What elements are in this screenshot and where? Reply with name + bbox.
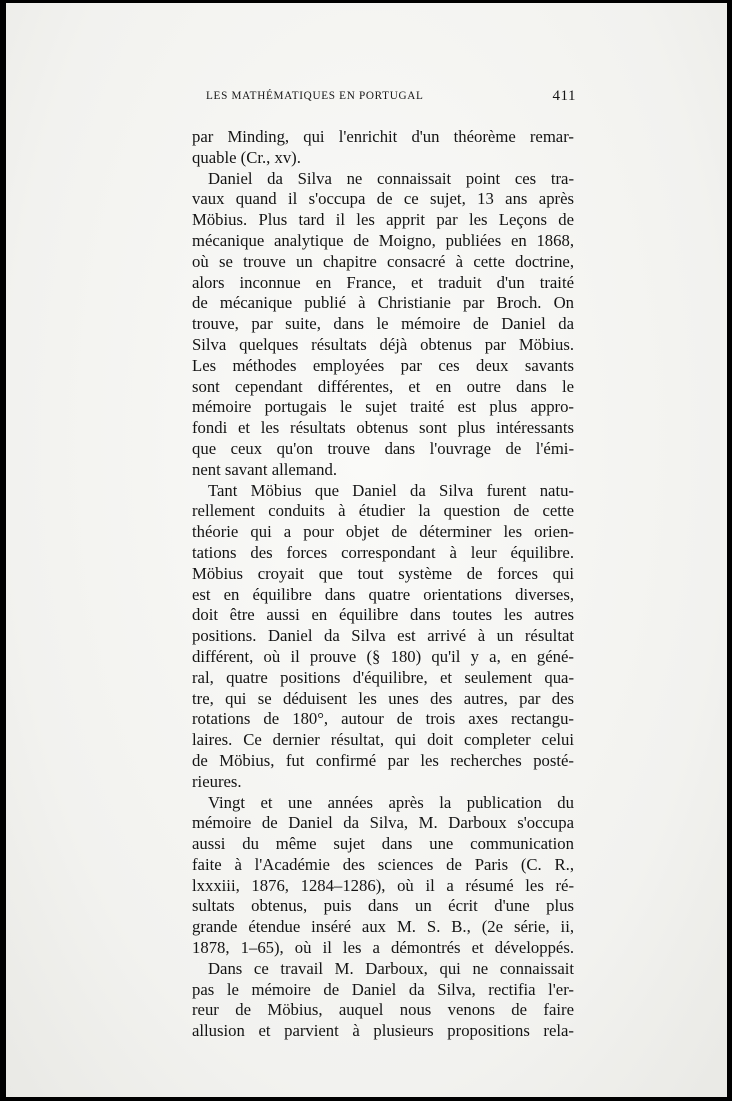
text-line: fondi et les résultats obtenus sont plus intéressants (192, 418, 574, 438)
text-line: est en équilibre dans quatre orientations diverses, (192, 584, 574, 604)
text-line: rieures. (192, 771, 242, 791)
text-line: lxxxiii, 1876, 1284–1286), où il a résumé les ré- (192, 875, 574, 895)
text-line: aussi du même sujet dans une communication (192, 834, 574, 854)
text-line: Tant Möbius que Daniel da Silva furent natu- (208, 480, 574, 500)
text-line: différent, où il prouve (§ 180) qu'il y a, en géné- (192, 646, 574, 666)
running-head (206, 85, 576, 107)
text-line: positions. Daniel da Silva est arrivé à un résultat (192, 626, 574, 646)
text-line: reur de Möbius, auquel nous venons de faire (192, 1000, 574, 1020)
text-line: 1878, 1–65), où il les a démontrés et développés. (192, 938, 574, 958)
text-line: Dans ce travail M. Darboux, qui ne connaissait (208, 958, 574, 978)
text-line: Vingt et une années après la publication du (208, 792, 574, 812)
text-line: faite à l'Académie des sciences de Paris (C. R., (192, 854, 574, 874)
text-line: Silva quelques résultats déjà obtenus par Möbius. (192, 334, 574, 354)
text-line: sultats obtenus, puis dans un écrit d'une plus (192, 896, 574, 916)
text-line: pas le mémoire de Daniel da Silva, rectifia l'er- (192, 979, 574, 999)
text-line: tations des forces correspondant à leur équilibre. (192, 542, 574, 562)
text-line: allusion et parvient à plusieurs propositions rela- (192, 1021, 574, 1041)
body-text (192, 127, 574, 1042)
text-line: nent savant allemand. (192, 459, 338, 479)
text-line: théorie qui a pour objet de déterminer les orien- (192, 522, 574, 542)
text-line: où se trouve un chapitre consacré à cette doctrine, (192, 251, 574, 271)
text-line: Möbius croyait que tout système de forces qui (192, 563, 574, 583)
text-line: que ceux qu'on trouve dans l'ouvrage de l'émi- (192, 438, 574, 458)
text-line: laires. Ce dernier résultat, qui doit completer celui (192, 730, 574, 750)
text-line: Daniel da Silva ne connaissait point ces tra- (208, 168, 574, 188)
text-line: grande étendue inséré aux M. S. B., (2e série, ii, (192, 917, 574, 937)
text-line: Möbius. Plus tard il les apprit par les Leçons de (192, 210, 574, 230)
text-line: quable (Cr., xv). (192, 147, 301, 167)
text-line: tre, qui se déduisent les unes des autres, par des (192, 688, 574, 708)
text-line: rellement conduits à étudier la question de cette (192, 501, 574, 521)
text-line: mémoire de Daniel da Silva, M. Darboux s'occupa (192, 813, 574, 833)
running-title: LES MATHÉMATIQUES EN PORTUGAL (206, 90, 424, 102)
text-line: ral, quatre positions d'équilibre, et seulement qua- (192, 667, 574, 687)
text-line: vaux quand il s'occupa de ce sujet, 13 ans après (192, 189, 574, 209)
text-line: sont cependant différentes, et en outre dans le (192, 376, 574, 396)
text-line: de Möbius, fut confirmé par les recherches posté- (192, 750, 574, 770)
text-line: par Minding, qui l'enrichit d'un théorème remar- (192, 127, 574, 146)
text-line: doit être aussi en équilibre dans toutes les autres (192, 605, 574, 625)
page-number: 411 (552, 88, 576, 104)
text-line: mémoire portugais le sujet traité est plus appro- (192, 397, 574, 417)
text-line: Les méthodes employées par ces deux savants (192, 355, 574, 375)
text-line: rotations de 180°, autour de trois axes rectangu- (192, 709, 574, 729)
text-line: trouve, par suite, dans le mémoire de Daniel da (192, 314, 574, 334)
text-line: alors inconnue en France, et traduit d'un traité (192, 272, 574, 292)
text-line: mécanique analytique de Moigno, publiées en 1868, (192, 230, 574, 250)
text-line: de mécanique publié à Christianie par Broch. On (192, 293, 574, 313)
page-content (192, 85, 574, 1042)
